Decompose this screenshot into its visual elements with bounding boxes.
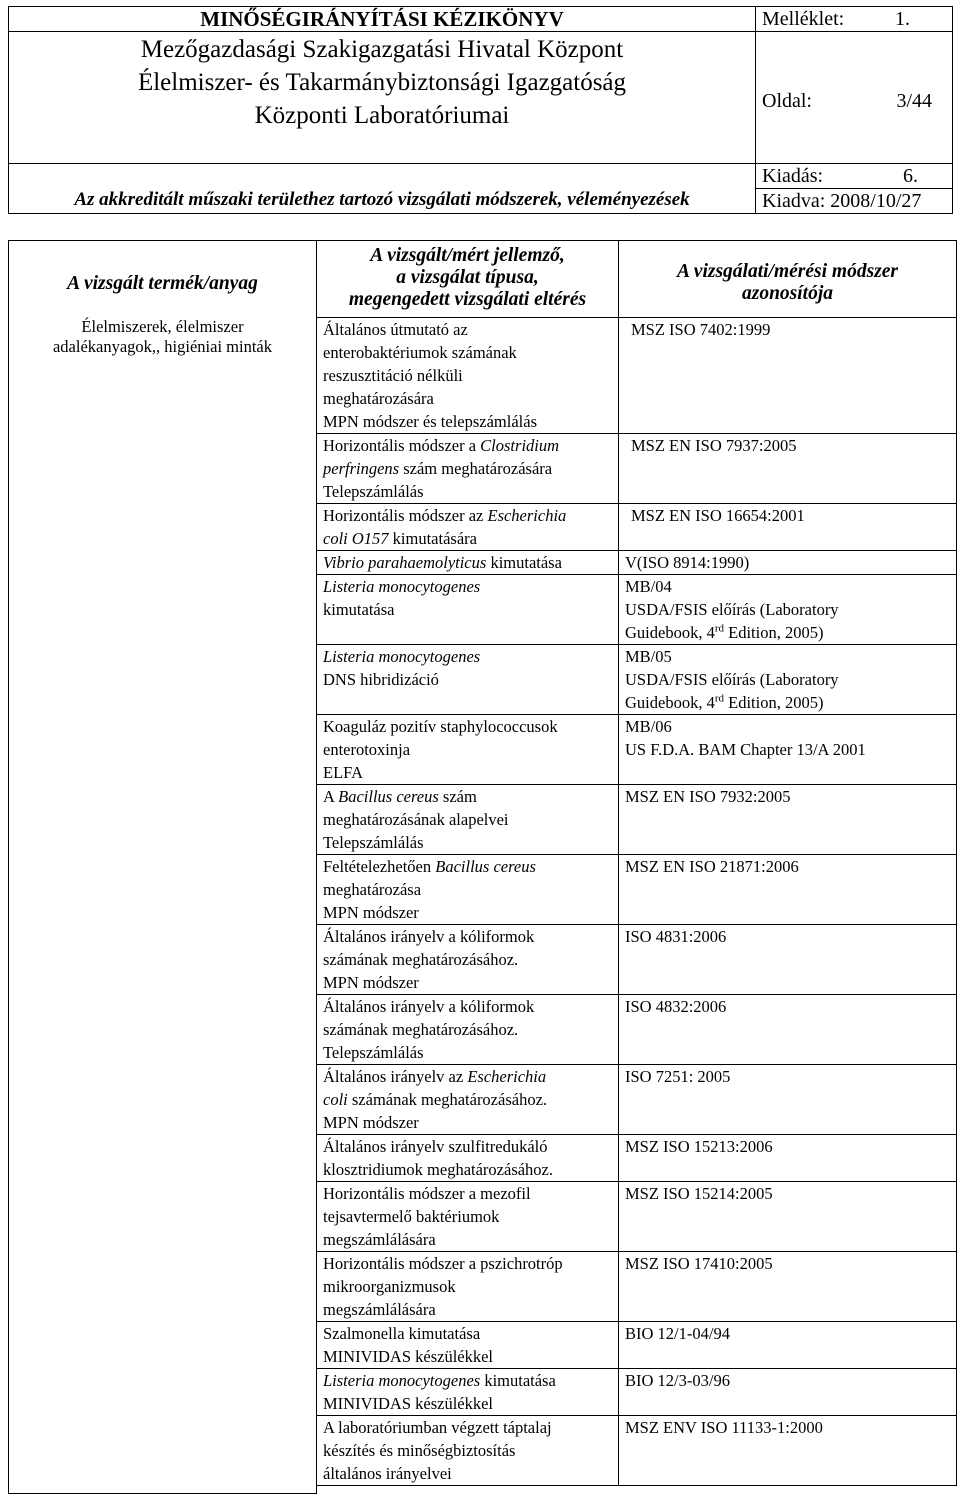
organization-name: [9, 32, 756, 164]
cell-text: BIO 12/3-03/96: [625, 1371, 730, 1391]
oldal-cell: [756, 32, 953, 164]
cell-text: rd: [714, 622, 724, 635]
cell-text: Listeria monocytogenes: [323, 647, 481, 667]
cell-text: meghatározása: [323, 880, 422, 900]
kiadas-label: Kiadás:: [762, 165, 824, 187]
melleklet-cell: [756, 7, 953, 32]
subtitle-cell: [9, 164, 756, 214]
method-cell: [619, 1065, 957, 1134]
rows-container: [317, 317, 957, 1493]
cell-text: Escherichia: [467, 1067, 547, 1087]
table-row: [317, 504, 957, 551]
org-line-3: Központi Laboratóriumai: [254, 102, 510, 129]
methods-table: [8, 240, 957, 1494]
cell-text: MSZ EN ISO 7932:2005: [625, 787, 791, 807]
cell-text: Vibrio parahaemolyticus: [323, 553, 487, 573]
cell-text: MSZ EN ISO 21871:2006: [625, 857, 799, 877]
test-header-line: A vizsgált/mért jellemző,: [370, 245, 565, 266]
document-header: [8, 6, 953, 214]
cell-text: Általános irányelv az: [323, 1067, 468, 1087]
cell-text: Telepszámlálás: [323, 1043, 424, 1063]
cell-text: Guidebook, 4: [625, 623, 715, 643]
cell-text: Horizontális módszer a: [323, 436, 481, 456]
table-row: [317, 715, 957, 785]
table-row: [317, 645, 957, 715]
cell-text: Telepszámlálás: [323, 482, 424, 502]
method-cell: [619, 925, 957, 994]
method-cell: [619, 1135, 957, 1181]
method-cell: [619, 504, 957, 550]
cell-text: kimutatása: [486, 553, 562, 573]
kiadva-date: Kiadva: 2008/10/27: [762, 190, 922, 212]
cell-text: MSZ EN ISO 16654:2001: [631, 506, 805, 526]
cell-text: kimutatása: [323, 600, 395, 620]
cell-text: MB/06: [625, 717, 672, 737]
method-header-line: azonosítója: [741, 283, 834, 304]
cell-text: coli O157: [323, 529, 389, 549]
cell-text: US F.D.A. BAM Chapter 13/A 2001: [625, 740, 866, 760]
cell-text: Listeria monocytogenes: [323, 1371, 481, 1391]
table-row: [317, 925, 957, 995]
cell-text: Feltételezhetően: [323, 857, 436, 877]
kiadas-cell: [756, 164, 953, 214]
cell-text: MPN módszer: [323, 973, 419, 993]
oldal-value: 3/44: [896, 90, 932, 112]
table-row: [317, 1252, 957, 1322]
cell-text: MSZ ISO 15213:2006: [625, 1137, 773, 1157]
cell-text: rd: [714, 692, 724, 705]
cell-text: Általános irányelv szulfitredukáló: [323, 1137, 548, 1157]
cell-text: klosztridiumok meghatározásához.: [323, 1160, 554, 1180]
cell-text: perfringens: [323, 459, 400, 479]
cell-text: coli: [323, 1090, 348, 1110]
cell-text: BIO 12/1-04/94: [625, 1324, 730, 1344]
table-row: [317, 434, 957, 504]
table-row: [317, 1369, 957, 1416]
product-description: [9, 317, 316, 357]
cell-text: MINIVIDAS készülékkel: [323, 1347, 494, 1367]
cell-text: meghatározásának alapelvei: [323, 810, 509, 830]
method-cell: [619, 575, 957, 644]
table-row: [317, 1135, 957, 1182]
cell-text: Szalmonella kimutatása: [323, 1324, 481, 1344]
test-cell: [317, 995, 619, 1064]
cell-text: megszámlálására: [323, 1230, 436, 1250]
cell-text: Általános útmutató az: [323, 320, 468, 340]
test-header-line: megengedett vizsgálati eltérés: [348, 289, 587, 310]
org-line-2: Élelmiszer- és Takarmánybiztonsági Igazgatóság: [137, 69, 627, 96]
cell-text: MSZ EN ISO 7937:2005: [631, 436, 797, 456]
cell-text: meghatározására: [323, 389, 434, 409]
cell-text: MPN módszer: [323, 903, 419, 923]
test-cell: [317, 785, 619, 854]
cell-text: MSZ ENV ISO 11133-1:2000: [625, 1418, 823, 1438]
table-row: [317, 1182, 957, 1252]
cell-text: MPN módszer: [323, 1113, 419, 1133]
method-cell: [619, 1416, 957, 1485]
test-cell: [317, 575, 619, 644]
cell-text: Clostridium: [480, 436, 560, 456]
cell-text: Általános irányelv a kóliformok: [323, 997, 535, 1017]
cell-text: MB/05: [625, 647, 672, 667]
cell-text: számának meghatározásához.: [347, 1090, 548, 1110]
cell-text: Telepszámlálás: [323, 833, 424, 853]
cell-text: MSZ ISO 15214:2005: [625, 1184, 773, 1204]
cell-text: mikroorganizmusok: [323, 1277, 456, 1297]
cell-text: ISO 7251: 2005: [625, 1067, 731, 1087]
cell-text: MINIVIDAS készülékkel: [323, 1394, 494, 1414]
cell-text: kimutatására: [388, 529, 477, 549]
product-column: [9, 241, 317, 1494]
test-header-cell: [317, 241, 619, 318]
melleklet-label: Melléklet:: [762, 8, 845, 30]
cell-text: Escherichia: [487, 506, 567, 526]
test-cell: [317, 715, 619, 784]
cell-text: Edition, 2005): [724, 623, 824, 643]
cell-text: Bacillus cereus: [435, 857, 536, 877]
cell-text: MB/04: [625, 577, 672, 597]
method-cell: [619, 1369, 957, 1415]
cell-text: ELFA: [323, 763, 364, 783]
cell-text: tejsavtermelő baktériumok: [323, 1207, 500, 1227]
method-cell: [619, 1322, 957, 1368]
cell-text: számának meghatározásához.: [323, 950, 519, 970]
kiadas-value: 6.: [903, 165, 918, 187]
test-cell: [317, 1369, 619, 1415]
cell-text: A laboratóriumban végzett táptalaj: [323, 1418, 552, 1438]
table-row: [317, 551, 957, 575]
method-header-line: A vizsgálati/mérési módszer: [676, 261, 898, 282]
table-row: [317, 995, 957, 1065]
method-cell: [619, 855, 957, 924]
cell-text: MSZ ISO 17410:2005: [625, 1254, 773, 1274]
table-row: [317, 1322, 957, 1369]
table-row: [317, 1065, 957, 1135]
cell-text: Guidebook, 4: [625, 693, 715, 713]
cell-text: Bacillus cereus: [338, 787, 439, 807]
table-row: [317, 855, 957, 925]
cell-text: Horizontális módszer a mezofil: [323, 1184, 531, 1204]
cell-text: számának meghatározásához.: [323, 1020, 519, 1040]
cell-text: megszámlálására: [323, 1300, 436, 1320]
test-cell: [317, 551, 619, 574]
cell-text: ISO 4831:2006: [625, 927, 727, 947]
method-header-cell: [619, 241, 957, 318]
test-cell: [317, 1322, 619, 1368]
cell-text: Edition, 2005): [724, 693, 824, 713]
cell-text: készítés és minőségbiztosítás: [323, 1441, 516, 1461]
test-cell: [317, 434, 619, 503]
test-cell: [317, 855, 619, 924]
cell-text: Listeria monocytogenes: [323, 577, 481, 597]
cell-text: enterobaktériumok számának: [323, 343, 517, 363]
method-cell: [619, 1182, 957, 1251]
cell-text: általános irányelvei: [323, 1464, 452, 1484]
product-header: A vizsgált termék/anyag: [67, 273, 258, 294]
method-cell: [619, 645, 957, 714]
cell-text: USDA/FSIS előírás (Laboratory: [625, 670, 839, 690]
cell-text: USDA/FSIS előírás (Laboratory: [625, 600, 839, 620]
cell-text: V(ISO 8914:1990): [625, 553, 750, 573]
test-cell: [317, 1252, 619, 1321]
cell-text: szám meghatározására: [399, 459, 553, 479]
cell-text: enterotoxinja: [323, 740, 411, 760]
test-cell: [317, 1135, 619, 1181]
test-cell: [317, 318, 619, 433]
melleklet-value: 1.: [895, 8, 910, 30]
product-line: adalékanyagok,, higiéniai minták: [52, 337, 272, 356]
method-cell: [619, 785, 957, 854]
table-row: [317, 1416, 957, 1486]
cell-text: szám: [438, 787, 477, 807]
cell-text: Általános irányelv a kóliformok: [323, 927, 535, 947]
test-cell: [317, 1416, 619, 1485]
test-cell: [317, 645, 619, 714]
cell-text: MSZ ISO 7402:1999: [631, 320, 771, 340]
cell-text: MPN módszer és telepszámlálás: [323, 412, 537, 432]
method-cell: [619, 715, 957, 784]
cell-text: DNS hibridizáció: [323, 670, 439, 690]
method-cell: [619, 318, 957, 433]
method-cell: [619, 434, 957, 503]
method-cell: [619, 551, 957, 574]
test-header-line: a vizsgálat típusa,: [396, 267, 539, 288]
test-cell: [317, 1182, 619, 1251]
cell-text: Horizontális módszer az: [323, 506, 488, 526]
test-cell: [317, 504, 619, 550]
cell-text: A: [323, 787, 339, 807]
table-row: [317, 575, 957, 645]
table-row: [317, 785, 957, 855]
test-header: [317, 241, 618, 317]
cell-text: kimutatása: [480, 1371, 556, 1391]
oldal-label: Oldal:: [762, 90, 812, 112]
table-row: [317, 317, 957, 434]
cell-text: Koaguláz pozitív staphylococcusok: [323, 717, 558, 737]
cell-text: reszusztitáció nélküli: [323, 366, 463, 386]
product-line: Élelmiszerek, élelmiszer: [81, 317, 244, 336]
test-cell: [317, 1065, 619, 1134]
method-header: [619, 241, 956, 311]
cell-text: Horizontális módszer a pszichrotróp: [323, 1254, 563, 1274]
subtitle: Az akkreditált műszaki területhez tartozó vizsgálati módszerek, véleményezések: [74, 189, 690, 210]
method-cell: [619, 1252, 957, 1321]
test-cell: [317, 925, 619, 994]
method-cell: [619, 995, 957, 1064]
cell-text: ISO 4832:2006: [625, 997, 727, 1017]
org-line-1: Mezőgazdasági Szakigazgatási Hivatal Központ: [140, 36, 624, 63]
manual-title: MINŐSÉGIRÁNYÍTÁSI KÉZIKÖNYV: [9, 7, 756, 32]
